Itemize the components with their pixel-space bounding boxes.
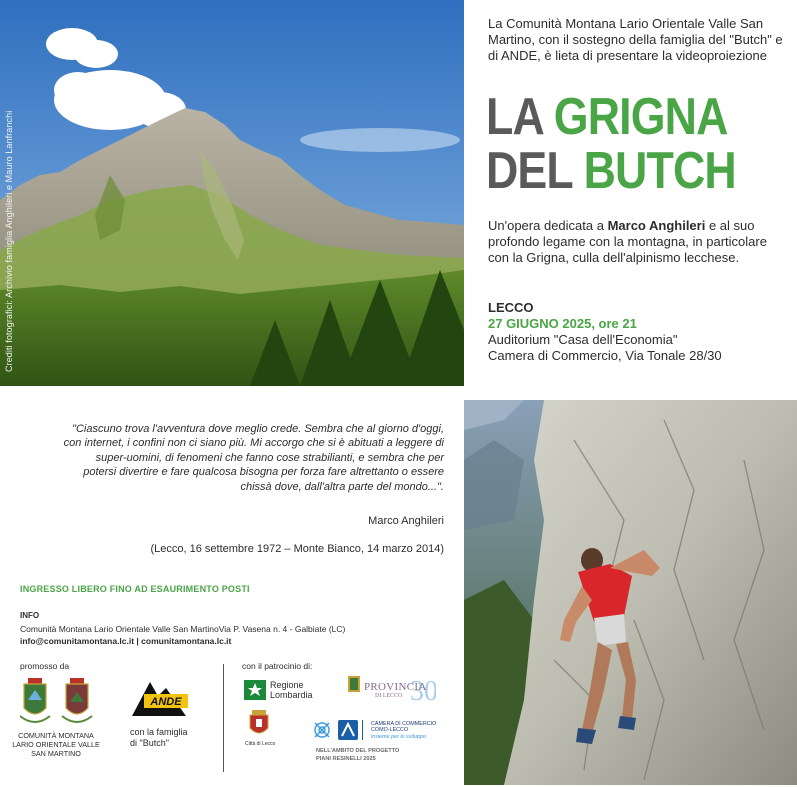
- event-title: [486, 90, 753, 198]
- info-address: Comunità Montana Lario Orientale Valle San MartinoVia P. Vasena n. 4 - Galbiate (LC): [20, 624, 346, 634]
- citta-lecco-crest-icon: [248, 710, 270, 738]
- project-line: PIANI RESINELLI 2025: [316, 756, 376, 762]
- title-word: LA: [486, 88, 543, 146]
- lombardia-line: Lombardia: [270, 690, 313, 700]
- info-title: INFO: [20, 611, 40, 620]
- event-date: 27 GIUGNO 2025, ore 21: [488, 316, 637, 331]
- event-venue: Auditorium "Casa dell'Economia": [488, 332, 678, 347]
- quote-text: "Ciascuno trova l'avventura dove meglio crede. Sembra che al giorno d'oggi, con internet, i confini non ci siano più. Mi accorgo che si è abituati a leggere di super-uomini, di fenomeni che fanno cose strabilianti, e sembra che per potersi divertire e fare qualcosa bisogna per forza fare altrettanto o essere chissà dove, dall'altra parte del mondo...".: [63, 423, 444, 493]
- patronage-label: con il patrocinio di:: [242, 661, 313, 671]
- ccia-line: CAMERA DI COMMERCIO: [371, 721, 437, 727]
- provincia-name: PROVINCIA: [364, 681, 427, 693]
- provincia-sub: DI LECCO: [375, 693, 403, 699]
- photo-credit: Crediti fotografici: Archivio famiglia Anghileri e Mauro Lanfranchi: [4, 110, 14, 372]
- climber-photo: [464, 400, 797, 785]
- ande-caption: [130, 727, 188, 749]
- ccia-line: insieme per lo sviluppo: [371, 733, 426, 740]
- intro-text: La Comunità Montana Lario Orientale Valle San Martino, con il sostegno della famiglia del "Butch" e di ANDE, è lieta di presentare la videoproiezione: [488, 16, 783, 63]
- project-label: [316, 747, 399, 763]
- municipal-crests-logo: [20, 676, 94, 728]
- comunita-montana-name: COMUNITÀ MONTANA LARIO ORIENTALE VALLE SAN MARTINO: [12, 731, 100, 758]
- title-word: BUTCH: [583, 142, 736, 200]
- quote-dates: (Lecco, 16 settembre 1972 – Monte Bianco, 14 marzo 2014): [150, 543, 444, 555]
- vertical-divider: [223, 664, 224, 772]
- ande-caption-line: di "Butch": [130, 738, 169, 748]
- event-address: Camera di Commercio, Via Tonale 28/30: [488, 348, 722, 363]
- promoted-by-label: promosso da: [20, 661, 70, 671]
- info-contacts[interactable]: info@comunitamontana.lc.it | comunitamontana.lc.it: [20, 636, 232, 646]
- dedication-text: [488, 218, 788, 266]
- citta-lecco-text: Città di Lecco: [245, 741, 276, 747]
- title-word: GRIGNA: [553, 88, 728, 146]
- regione-lombardia-text: [270, 680, 313, 700]
- ande-logo-text: ANDE: [150, 696, 182, 708]
- event-details: [488, 300, 788, 364]
- dedication-rest: e al suo profondo legame con la montagna, in particolare con la Grigna, culla dell'alpinismo lecchese.: [488, 218, 767, 265]
- ccia-line: COMO-LECCO: [371, 727, 409, 734]
- dedication-name: Marco Anghileri: [607, 218, 706, 233]
- free-entry-notice: INGRESSO LIBERO FINO AD ESAURIMENTO POSTI: [20, 584, 250, 594]
- ande-caption-line: con la famiglia: [130, 727, 188, 737]
- provincia-number: 30: [410, 676, 436, 706]
- camera-commercio-text: [371, 721, 436, 740]
- lombardia-line: Regione: [270, 680, 304, 690]
- project-line: NELL'AMBITO DEL PROGETTO: [316, 748, 400, 754]
- dedication-prefix: Un'opera dedicata a: [488, 218, 608, 233]
- quote-author: Marco Anghileri: [368, 515, 444, 527]
- title-word: DEL: [486, 142, 573, 200]
- separator-band: [0, 386, 797, 400]
- event-city: LECCO: [488, 300, 534, 315]
- camera-commercio-logo: [312, 718, 368, 742]
- ande-logo: [128, 676, 190, 720]
- mountain-photo: [0, 0, 464, 386]
